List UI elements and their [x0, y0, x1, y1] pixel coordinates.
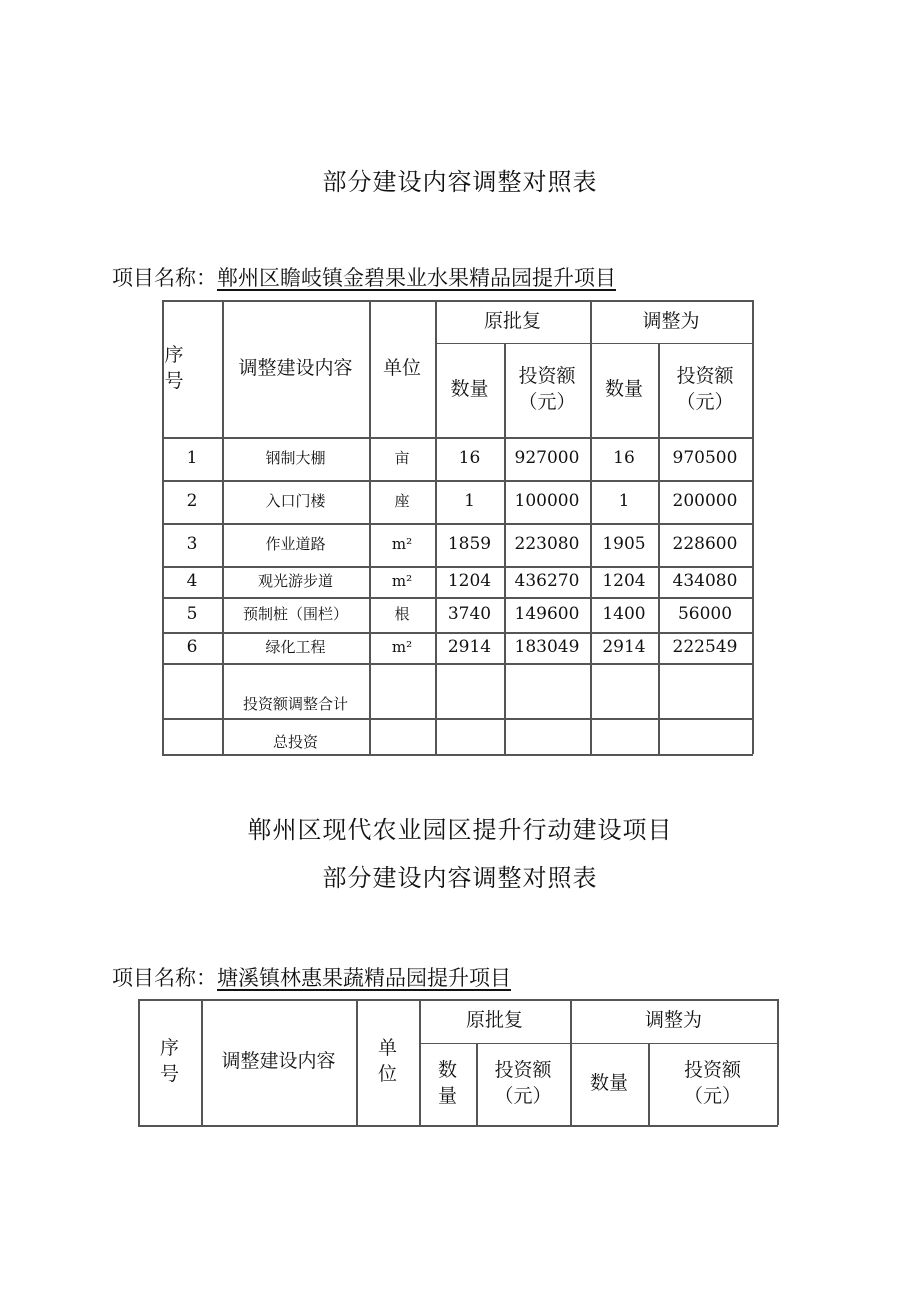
row-orig-invest: 223080 — [514, 534, 580, 555]
row-orig-invest: 183049 — [514, 637, 580, 658]
header-unit: 单位 — [382, 356, 421, 379]
project-label: 项目名称： — [112, 966, 217, 990]
summary-adjust-total: 投资额调整合计 — [242, 694, 348, 713]
row-adj-qty: 1905 — [602, 534, 646, 555]
row-adj-invest: 228600 — [672, 534, 738, 555]
row-orig-qty: 1 — [464, 491, 475, 512]
row-unit: 座 — [394, 492, 410, 511]
row-unit: m² — [391, 572, 413, 591]
header-orig-qty: 数量 — [437, 1059, 457, 1107]
header-content: 调整建设内容 — [221, 1050, 336, 1073]
row-adj-invest: 222549 — [672, 637, 738, 658]
row-orig-invest: 927000 — [514, 448, 580, 469]
row-adj-invest: 970500 — [672, 448, 738, 469]
header-original: 原批复 — [465, 1009, 523, 1032]
row-unit: m² — [391, 638, 413, 657]
table-border — [777, 999, 779, 1125]
header-original: 原批复 — [483, 309, 541, 332]
row-content: 观光游步道 — [257, 572, 333, 591]
row-orig-qty: 3740 — [447, 604, 492, 625]
row-content: 绿化工程 — [265, 638, 326, 657]
row-unit: 亩 — [394, 449, 410, 468]
project-name: 塘溪镇林惠果蔬精品园提升项目 — [217, 966, 511, 990]
doc2-project-line — [112, 962, 511, 992]
row-seq: 2 — [186, 491, 198, 512]
table-border — [138, 1125, 778, 1127]
row-adj-qty: 1400 — [602, 604, 646, 625]
row-orig-qty: 1859 — [447, 534, 492, 555]
header-seq: 序号 — [164, 343, 184, 392]
row-orig-invest: 436270 — [514, 571, 580, 592]
row-content: 钢制大棚 — [265, 449, 326, 468]
row-seq: 5 — [186, 604, 198, 625]
header-adj-invest: 投资额（元） — [676, 365, 734, 413]
row-seq: 3 — [186, 534, 198, 555]
header-unit: 单位 — [377, 1037, 397, 1085]
doc2-title-line1: 郸州区现代农业园区提升行动建设项目 — [247, 816, 673, 844]
header-content: 调整建设内容 — [238, 356, 353, 379]
header-orig-invest: 投资额（元） — [494, 1059, 552, 1107]
table-border — [752, 300, 754, 754]
row-adj-qty: 2914 — [602, 637, 646, 658]
row-content: 预制桩（围栏） — [242, 605, 348, 624]
row-adj-qty: 1 — [618, 491, 630, 512]
header-seq: 序号 — [159, 1037, 179, 1085]
table-border — [162, 754, 753, 756]
row-unit: 根 — [394, 605, 410, 624]
header-orig-qty: 数量 — [450, 378, 489, 401]
row-seq: 1 — [186, 448, 198, 469]
row-adj-invest: 434080 — [672, 571, 738, 592]
doc2-title-line2: 部分建设内容调整对照表 — [322, 864, 598, 892]
row-content: 作业道路 — [265, 535, 326, 554]
header-adj-qty: 数量 — [589, 1072, 628, 1095]
header-orig-invest: 投资额（元） — [518, 365, 576, 413]
row-seq: 6 — [186, 637, 198, 658]
header-adj-qty: 数量 — [604, 378, 643, 401]
row-orig-qty: 2914 — [447, 637, 492, 658]
doc1-title: 部分建设内容调整对照表 — [322, 168, 598, 196]
row-content: 入口门楼 — [265, 492, 326, 511]
row-unit: m² — [391, 535, 413, 554]
row-adj-qty: 1204 — [602, 571, 646, 592]
header-adj-invest: 投资额（元） — [683, 1059, 741, 1107]
header-adjusted: 调整为 — [644, 1009, 702, 1032]
doc1-project-line — [112, 262, 616, 292]
row-adj-qty: 16 — [613, 448, 635, 469]
project-label: 项目名称： — [112, 266, 217, 290]
header-adjusted: 调整为 — [642, 309, 700, 332]
row-orig-invest: 100000 — [514, 491, 580, 512]
row-seq: 4 — [186, 571, 198, 592]
project-name: 郸州区瞻岐镇金碧果业水果精品园提升项目 — [217, 266, 616, 290]
row-orig-invest: 149600 — [514, 604, 580, 625]
row-orig-qty: 1204 — [447, 571, 492, 592]
summary-total-invest: 总投资 — [272, 732, 318, 751]
row-orig-qty: 16 — [458, 448, 481, 469]
row-adj-invest: 200000 — [672, 491, 738, 512]
row-adj-invest: 56000 — [677, 604, 733, 625]
